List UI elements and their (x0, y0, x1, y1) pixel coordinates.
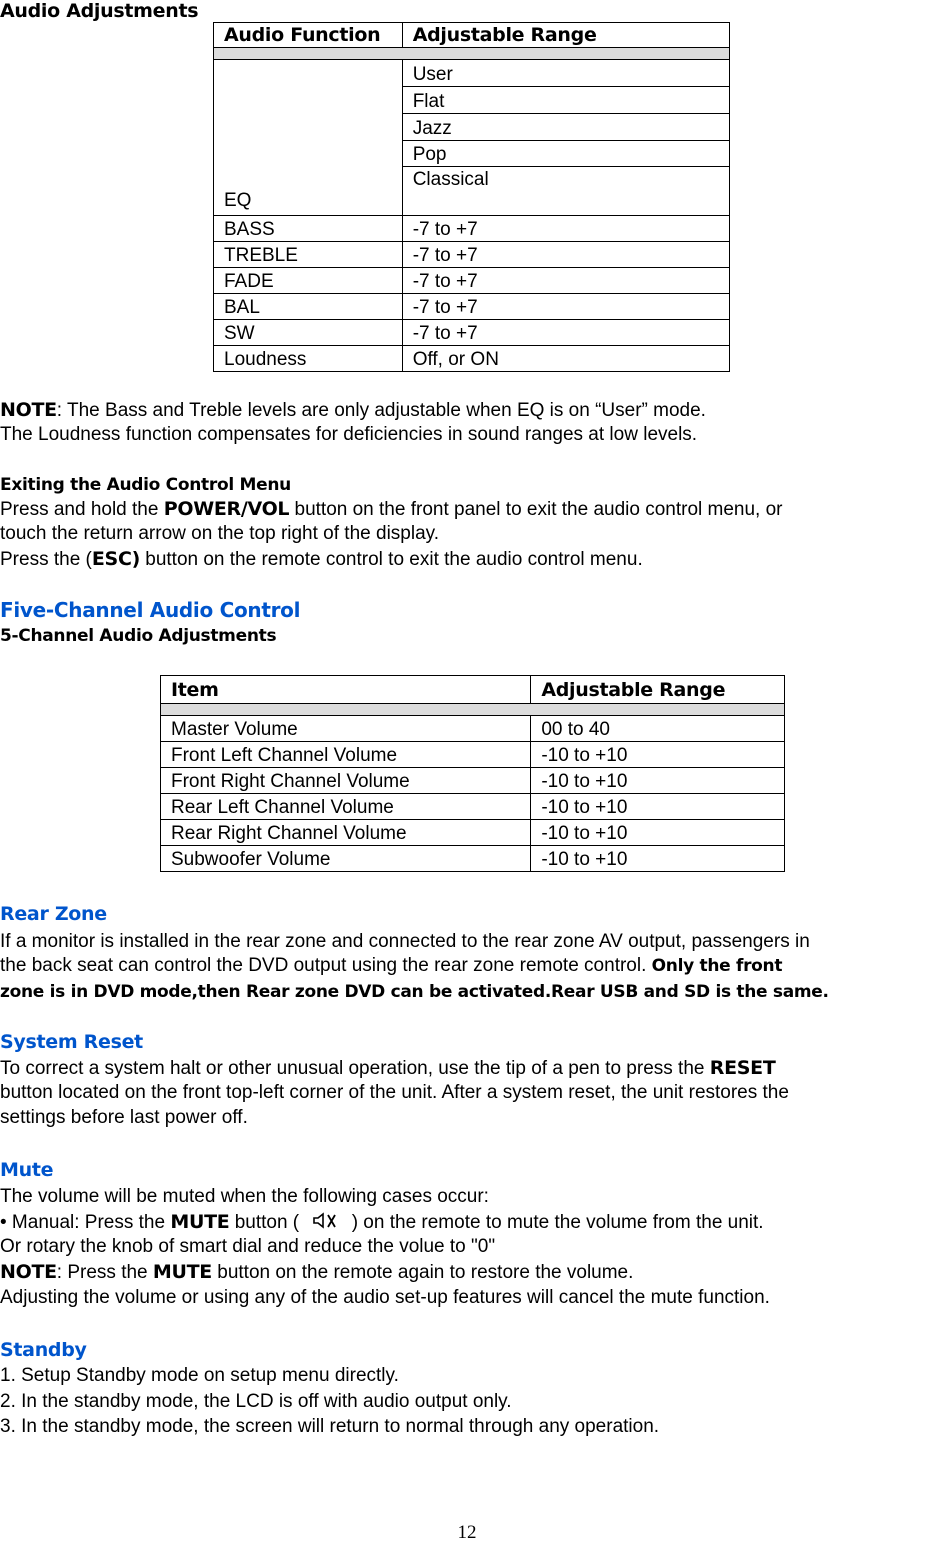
table-cell: -7 to +7 (402, 242, 729, 268)
table-cell: -7 to +7 (402, 216, 729, 242)
note-line (0, 398, 706, 423)
header-separator (214, 48, 730, 60)
table-cell: Loudness (214, 346, 403, 372)
table-cell: SW (214, 320, 403, 346)
table-cell: Subwoofer Volume (161, 846, 531, 872)
table-cell: Rear Left Channel Volume (161, 794, 531, 820)
note-label: NOTE (0, 1261, 57, 1283)
system-reset-line-3: settings before last power off. (0, 1107, 248, 1128)
mute-label: MUTE (170, 1211, 230, 1233)
text: the back seat can control the DVD output using the rear zone remote control. (0, 955, 652, 976)
table-cell: -10 to +10 (531, 846, 785, 872)
table-cell: -10 to +10 (531, 820, 785, 846)
mute-title: Mute (0, 1159, 54, 1181)
text: button ( (229, 1212, 300, 1233)
mute-label: MUTE (152, 1261, 212, 1283)
text: Press and hold the (0, 499, 164, 520)
standby-item: 3. In the standby mode, the screen will return to normal through any operation. (0, 1416, 660, 1437)
table-cell: Front Left Channel Volume (161, 742, 531, 768)
table-cell: Classical (402, 167, 729, 216)
rear-zone-line-2 (0, 954, 782, 978)
table-cell: Master Volume (161, 716, 531, 742)
exiting-line-3 (0, 547, 643, 572)
note-label: NOTE (0, 399, 57, 421)
table-cell: -10 to +10 (531, 768, 785, 794)
text: To correct a system halt or other unusual operation, use the tip of a pen to press the (0, 1058, 710, 1079)
table-cell: -10 to +10 (531, 794, 785, 820)
table-header: Audio Function (214, 23, 403, 48)
eq-cell: EQ (214, 60, 403, 216)
mute-line-5: Adjusting the volume or using any of the audio set-up features will cancel the mute function. (0, 1287, 770, 1308)
rear-zone-line-3: zone is in DVD mode,then Rear zone DVD can be activated.Rear USB and SD is the same. (0, 982, 829, 1002)
table-cell: BAL (214, 294, 403, 320)
table-cell: -7 to +7 (402, 268, 729, 294)
table-cell: 00 to 40 (531, 716, 785, 742)
rear-zone-line-1: If a monitor is installed in the rear zone and connected to the rear zone AV output, passengers in (0, 931, 810, 952)
audio-adjustments-table (213, 22, 730, 372)
note-line-2: The Loudness function compensates for deficiencies in sound ranges at low levels. (0, 424, 698, 445)
table-cell: FADE (214, 268, 403, 294)
esc-label: ESC) (91, 548, 140, 570)
exiting-line-1 (0, 497, 783, 522)
power-vol-label: POWER/VOL (163, 498, 290, 520)
table-cell: Pop (402, 140, 729, 167)
table-header: Item (161, 676, 531, 704)
table-cell: Off, or ON (402, 346, 729, 372)
standby-item: 1. Setup Standby mode on setup menu directly. (0, 1365, 399, 1386)
header-separator (161, 704, 785, 716)
note-text: : The Bass and Treble levels are only adjustable when EQ is on “User” mode. (56, 400, 706, 421)
text: button on the remote control to exit the audio control menu. (139, 549, 643, 570)
table-cell: User (402, 60, 729, 87)
audio-adjustments-title: Audio Adjustments (0, 0, 199, 22)
system-reset-line-1 (0, 1056, 775, 1081)
five-channel-subtitle: 5-Channel Audio Adjustments (0, 626, 277, 646)
table-cell: BASS (214, 216, 403, 242)
bold-text: Only the front (651, 956, 783, 976)
table-cell: -7 to +7 (402, 294, 729, 320)
system-reset-title: System Reset (0, 1031, 143, 1053)
exiting-line-2: touch the return arrow on the top right of the display. (0, 523, 440, 544)
reset-label: RESET (709, 1057, 776, 1079)
mute-line-3: Or rotary the knob of smart dial and reduce the volue to "0" (0, 1236, 496, 1257)
table-cell: Jazz (402, 113, 729, 140)
table-cell: Rear Right Channel Volume (161, 820, 531, 846)
table-header: Adjustable Range (402, 23, 729, 48)
rear-zone-title: Rear Zone (0, 903, 107, 925)
text: button on the remote again to restore the volume. (211, 1262, 634, 1283)
text: : Press the (56, 1262, 153, 1283)
table-cell: -10 to +10 (531, 742, 785, 768)
text: ) on the remote to mute the volume from the unit. (351, 1212, 764, 1233)
five-channel-title: Five-Channel Audio Control (0, 598, 301, 622)
speaker-mute-icon (304, 1211, 346, 1231)
text: • Manual: Press the (0, 1212, 171, 1233)
table-cell: TREBLE (214, 242, 403, 268)
mute-line-4 (0, 1260, 633, 1285)
table-cell: Front Right Channel Volume (161, 768, 531, 794)
five-channel-table (160, 675, 785, 872)
text: Press the ( (0, 549, 92, 570)
mute-line-1: The volume will be muted when the following cases occur: (0, 1186, 489, 1207)
mute-line-2 (0, 1210, 764, 1235)
standby-item: 2. In the standby mode, the LCD is off with audio output only. (0, 1391, 512, 1412)
table-cell: Flat (402, 86, 729, 113)
standby-title: Standby (0, 1339, 87, 1361)
table-cell: -7 to +7 (402, 320, 729, 346)
table-header: Adjustable Range (531, 676, 785, 704)
text: button on the front panel to exit the audio control menu, or (289, 499, 783, 520)
exiting-title: Exiting the Audio Control Menu (0, 475, 291, 495)
system-reset-line-2: button located on the front top-left corner of the unit. After a system reset, the unit restores the (0, 1082, 789, 1103)
page-number: 12 (457, 1522, 477, 1543)
